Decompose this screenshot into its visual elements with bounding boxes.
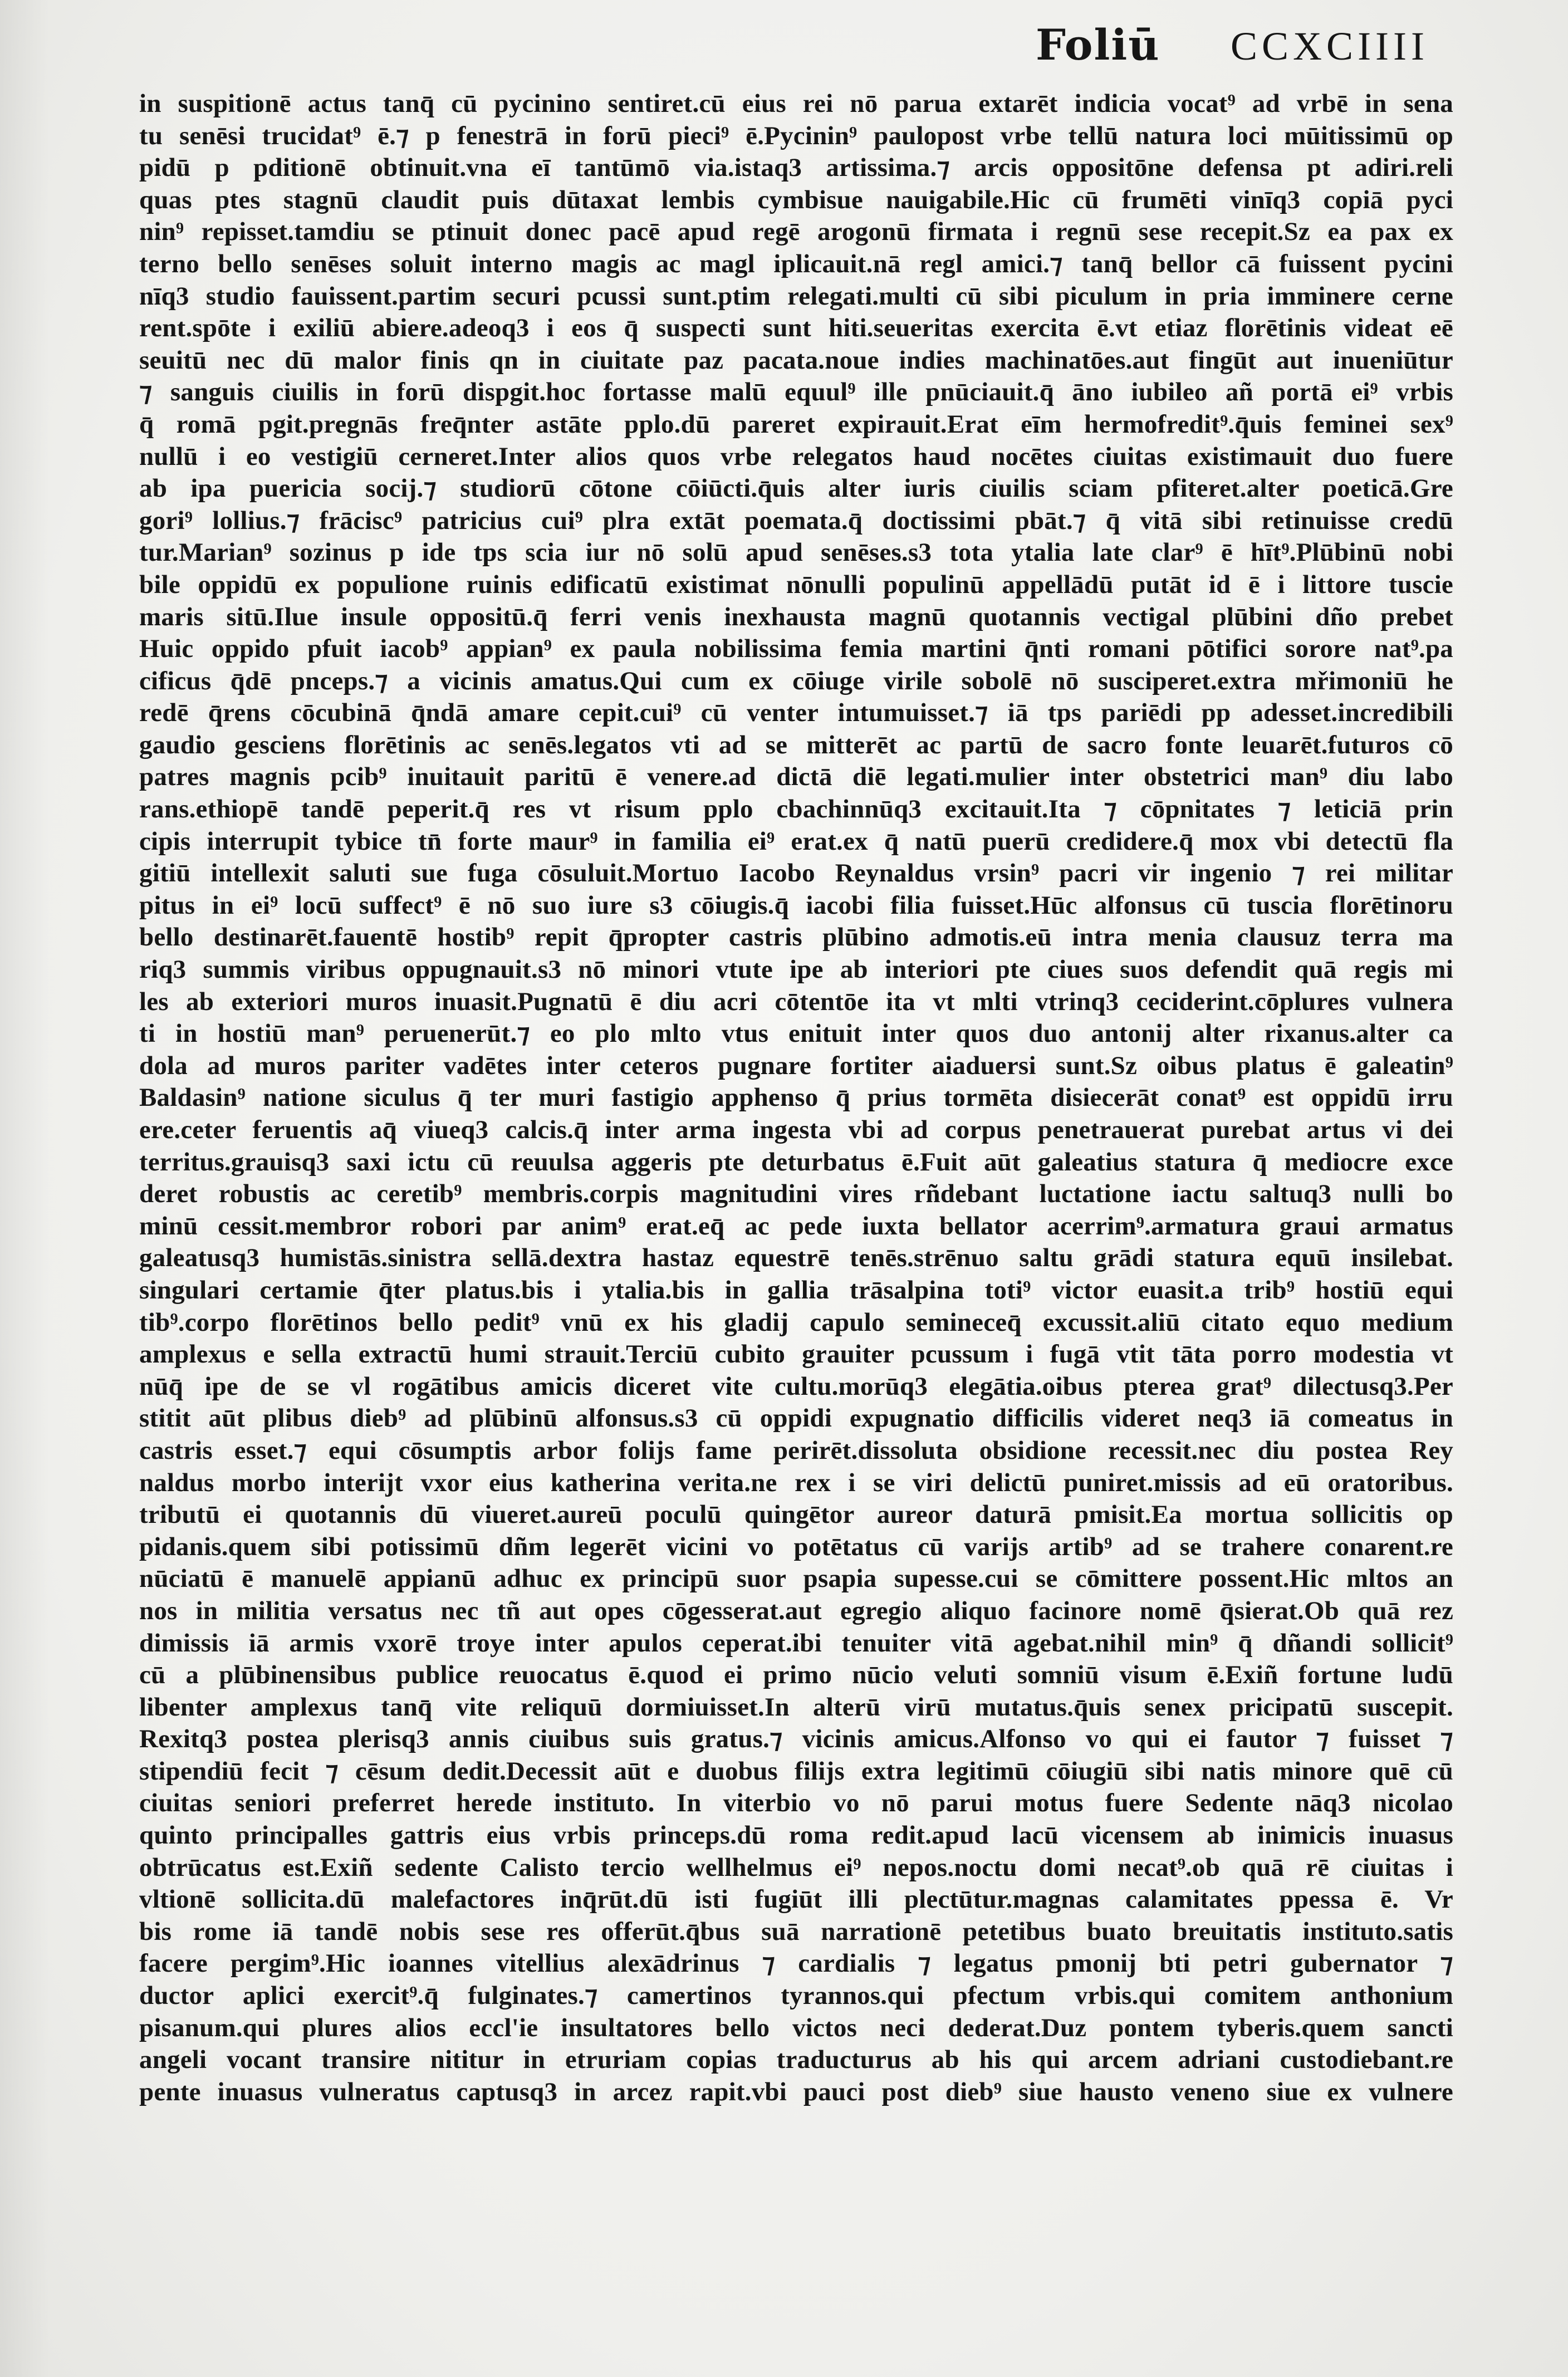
text-line: cificus q̄dē pnceps.⁊ a vicinis amatus.Qui cum ex cōiuge virile sobolē nō susciperet.extra mřimoniū he <box>139 666 1453 695</box>
text-line: galeatusq3 humistās.sinistra sellā.dextra hastaz equestrē tenēs.strēnuo saltu grādi statura equū insilebat. <box>139 1243 1453 1273</box>
text-line: q̄ romā pgit.pregnās freq̄nter astāte pplo.dū pareret expirauit.Erat eīm hermofredit⁹.q̄uis feminei sex⁹ <box>139 409 1453 439</box>
text-line: nūciatū ē manuelē appianū adhuc ex principū suor psapia supesse.cui se cōmittere possent.Hic mltos an <box>139 1564 1453 1594</box>
text-line: territus.grauisq3 saxi ictu cū reuulsa aggeris pte deturbatus ē.Fuit aūt galeatius statura q̄ mediocre exce <box>139 1147 1453 1177</box>
text-line: ab ipa puericia socij.⁊ studiorū cōtone cōiūcti.q̄uis alter iuris ciuilis sciam pfiteret.alter poeticā.Gre <box>139 474 1453 503</box>
text-line: minū cessit.membror robori par anim⁹ erat.eq̄ ac pede iuxta bellator acerrim⁹.armatura graui armatus <box>139 1211 1453 1241</box>
text-line: tributū ei quotannis dū viueret.aureū poculū quingētor aureor daturā pmisit.Ea mortua sollicitis op <box>139 1500 1453 1530</box>
text-line: in suspitionē actus tanq̄ cū pycinino sentiret.cū eius rei nō parua extarēt indicia vocat⁹ ad vrbē in sena <box>139 89 1453 118</box>
text-line: ti in hostiū man⁹ peruenerūt.⁊ eo plo mlto vtus enituit inter quos duo antonij alter rixanus.alter ca <box>139 1019 1453 1048</box>
text-line: seuitū nec dū malor finis qn in ciuitate paz pacata.noue indies machinatōes.aut fingūt aut inueniūtur <box>139 345 1453 375</box>
text-line: rans.ethiopē tandē peperit.q̄ res vt risum pplo cbachinnūq3 excitauit.Ita ⁊ cōpnitates ⁊ leticiā prin <box>139 795 1453 824</box>
incunable-text-block <box>139 88 1453 2108</box>
text-line: ductor aplici exercit⁹.q̄ fulginates.⁊ camertinos tyrannos.qui pfectum vrbis.qui comitem anthonium <box>139 1981 1453 2011</box>
folio-label: Foliū <box>1036 20 1160 70</box>
text-line: cū a plūbinensibus publice reuocatus ē.quod ei primo nūcio veluti somniū visum ē.Exiñ fortune ludū <box>139 1660 1453 1690</box>
text-line: Rexitq3 postea plerisq3 annis ciuibus suis gratus.⁊ vicinis amicus.Alfonso vo qui ei fautor ⁊ fuisset ⁊ <box>139 1724 1453 1754</box>
text-line: tu senēsi trucidat⁹ ē.⁊ p fenestrā in forū pieci⁹ ē.Pycinin⁹ paulopost vrbe tellū natura loci mūitissimū op <box>139 121 1453 150</box>
text-line: angeli vocant transire nititur in etruriam copias traducturus ab his qui arcem adriani custodiebant.re <box>139 2045 1453 2075</box>
text-line: tib⁹.corpo florētinos bello pedit⁹ vnū ex his gladij capulo semineceq̄ excussit.aliū citato equo medium <box>139 1307 1453 1337</box>
text-line: facere pergim⁹.Hic ioannes vitellius alexādrinus ⁊ cardialis ⁊ legatus pmonij bti petri gubernator ⁊ <box>139 1949 1453 1978</box>
text-line: obtrūcatus est.Exiñ sedente Calisto tercio wellhelmus ei⁹ nepos.noctu domi necat⁹.ob quā rē ciuitas i <box>139 1852 1453 1882</box>
text-line: pitus in ei⁹ locū suffect⁹ ē nō suo iure s3 cōiugis.q̄ iacobi filia fuisset.Hūc alfonsus cū tuscia florētinoru <box>139 890 1453 920</box>
text-line: les ab exteriori muros inuasit.Pugnatū ē diu acri cōtentōe ita vt mlti vtrinq3 ceciderint.cōplures vulnera <box>139 987 1453 1016</box>
text-line: nīq3 studio fauissent.partim securi pcussi sunt.ptim relegati.multi cū sibi piculum in pria imminere cerne <box>139 281 1453 311</box>
text-line: deret robustis ac ceretib⁹ membris.corpis magnitudini vires rñdebant luctatione iactu saltuq3 nulli bo <box>139 1179 1453 1209</box>
text-line: cipis interrupit tybice tn̄ forte maur⁹ in familia ei⁹ erat.ex q̄ natū puerū credidere.q̄ mox vbi detectū fla <box>139 826 1453 856</box>
text-line: dola ad muros pariter vadētes inter ceteros pugnare fortiter aiaduersi sunt.Sz oibus platus ē galeatin⁹ <box>139 1051 1453 1080</box>
text-line: vltionē sollicita.dū malefactores inq̄rūt.dū isti fugiūt illi plectūtur.magnas calamitates ppessa ē. Vr <box>139 1885 1453 1914</box>
text-line: bile oppidū ex populione ruinis edificatū existimat nōnulli populinū appellādū putāt id ē i littore tuscie <box>139 570 1453 599</box>
text-line: dimissis iā armis vxorē troye inter apulos ceperat.ibi tenuiter vitā agebat.nihil min⁹ q̄ dñandi sollicit⁹ <box>139 1628 1453 1658</box>
page-header <box>1036 20 1437 81</box>
text-line: bis rome iā tandē nobis sese res offerūt.q̄bus suā narrationē petetibus buato breuitatis instituto.satis <box>139 1917 1453 1946</box>
text-line: pidanis.quem sibi potissimū dñm legerēt vicini vo potētatus cū varijs artib⁹ ad se trahere conarent.re <box>139 1532 1453 1561</box>
text-line: patres magnis pcib⁹ inuitauit paritū ē venere.ad dictā diē legati.mulier inter obstetrici man⁹ diu labo <box>139 762 1453 792</box>
text-line: rent.spōte i exiliū abiere.adeoq3 i eos q̄ suspecti sunt hiti.seueritas exercita ē.vt etiaz florētinis videat eē <box>139 313 1453 343</box>
text-line: gitiū intellexit saluti sue fuga cōsuluit.Mortuo Iacobo Reynaldus vrsin⁹ pacri vir ingenio ⁊ rei militar <box>139 859 1453 888</box>
text-line: nullū i eo vestigiū cerneret.Inter alios quos vrbe relegatos haud nocētes ciuitas existimauit duo fuere <box>139 442 1453 471</box>
text-line: ciuitas seniori preferret herede instituto. In viterbio vo nō parui motus fuere Sedente nāq3 nicolao <box>139 1788 1453 1818</box>
text-line: castris esset.⁊ equi cōsumptis arbor folijs fame perirēt.dissoluta obsidione recessit.nec diu postea Rey <box>139 1435 1453 1465</box>
text-line: pisanum.qui plures alios eccl'ie insultatores bello victos neci dederat.Duz pontem tyberis.quem sancti <box>139 2013 1453 2042</box>
page-edge-shadow <box>0 0 50 2377</box>
text-line: pidū p pditionē obtinuit.vna eī tantūmō via.istaq3 artissima.⁊ arcis oppositōne defensa pt adiri.reli <box>139 153 1453 183</box>
text-line: Huic oppido pfuit iacob⁹ appian⁹ ex paula nobilissima femia martini q̄nti romani pōtifici sorore nat⁹.pa <box>139 634 1453 664</box>
text-line: gori⁹ lollius.⁊ frācisc⁹ patricius cui⁹ plra extāt poemata.q̄ doctissimi pbāt.⁊ q̄ vitā sibi retinuisse credū <box>139 506 1453 535</box>
text-line: singulari certamie q̄ter platus.bis i ytalia.bis in gallia trāsalpina toti⁹ victor euasit.a trib⁹ hostiū equi <box>139 1275 1453 1305</box>
text-line: gaudio gesciens florētinis ac senēs.legatos vti ad se mitterēt ac partū de sacro fonte leuarēt.futuros cō <box>139 730 1453 759</box>
text-line: Baldasin⁹ natione siculus q̄ ter muri fastigio apphenso q̄ prius tormēta disiecerāt conat⁹ est oppidū irru <box>139 1083 1453 1112</box>
text-line: tur.Marian⁹ sozinus p ide tps scia iur nō solū apud senēses.s3 tota ytalia late clar⁹ ē hīt⁹.Plūbinū nobi <box>139 538 1453 567</box>
text-line: maris sitū.Ilue insule oppositū.q̄ ferri venis inexhausta magnū quotannis vectigal plūbini dño prebet <box>139 602 1453 631</box>
text-line: ⁊ sanguis ciuilis in forū dispgit.hoc fortasse malū equul⁹ ille pnūciauit.q̄ āno iubileo añ portā ei⁹ vrbis <box>139 378 1453 407</box>
text-line: ere.ceter feruentis aq̄ viueq3 calcis.q̄ inter arma ingesta vbi ad corpus penetrauerat purebat artus vi dei <box>139 1115 1453 1144</box>
text-line: riq3 summis viribus oppugnauit.s3 nō minori vtute ipe ab interiori pte ciues suos defendit quā regis mi <box>139 955 1453 984</box>
text-line: nos in militia versatus nec tñ aut opes cōgesserat.aut egregio aliquo facinore nomē q̄sierat.Ob quā rez <box>139 1596 1453 1625</box>
text-line: pente inuasus vulneratus captusq3 in arcez rapit.vbi pauci post dieb⁹ siue hausto veneno siue ex vulnere <box>139 2077 1453 2106</box>
folio-number: CCXCIIII <box>1231 24 1429 68</box>
text-line: nin⁹ repisset.tamdiu se ptinuit donec pacē apud regē arogonū firmata i regnū sese recepit.Sz ea pax ex <box>139 217 1453 247</box>
text-line: quinto principalles gattris eius vrbis princeps.dū roma redit.apud lacū vicensem ab inimicis inuasus <box>139 1821 1453 1850</box>
text-line: amplexus e sella extractū humi strauit.Terciū cubito grauiter pcussum i fugā vtit tāta porro modestia vt <box>139 1340 1453 1369</box>
text-line: terno bello senēses soluit interno magis ac magl iplicauit.nā regl amici.⁊ tanq̄ bellor cā fuissent pycini <box>139 249 1453 278</box>
text-line: bello destinarēt.fauentē hostib⁹ repit q̄propter castris plūbino admotis.eū intra menia clausuz terra ma <box>139 923 1453 952</box>
text-line: quas ptes stagnū claudit puis dūtaxat lembis cymbisue nauigabile.Hic cū frumēti vinīq3 copiā pyci <box>139 185 1453 214</box>
text-line: libenter amplexus tanq̄ vite reliquū dormiuisset.In alterū virū mutatus.q̄uis senex pricipatū suscepit. <box>139 1692 1453 1722</box>
text-line: redē q̄rens cōcubinā q̄ndā amare cepit.cui⁹ cū venter intumuisset.⁊ iā tps pariēdi pp adesset.incredibili <box>139 698 1453 728</box>
text-line: stipendiū fecit ⁊ cēsum dedit.Decessit aūt e duobus filijs extra legitimū cōiugiū sibi natis minore quē cū <box>139 1756 1453 1786</box>
text-line: stitit aūt plibus dieb⁹ ad plūbinū alfonsus.s3 cū oppidi expugnatio difficilis videret neq3 iā comeatus in <box>139 1404 1453 1433</box>
text-line: naldus morbo interijt vxor eius katherina verita.ne rex i se viri delictū puniret.missis ad eū oratoribus. <box>139 1468 1453 1497</box>
text-line: nūq̄ ipe de se vl rogātibus amicis diceret vite cultu.morūq3 elegātia.oibus pterea grat⁹ dilectusq3.Per <box>139 1371 1453 1401</box>
